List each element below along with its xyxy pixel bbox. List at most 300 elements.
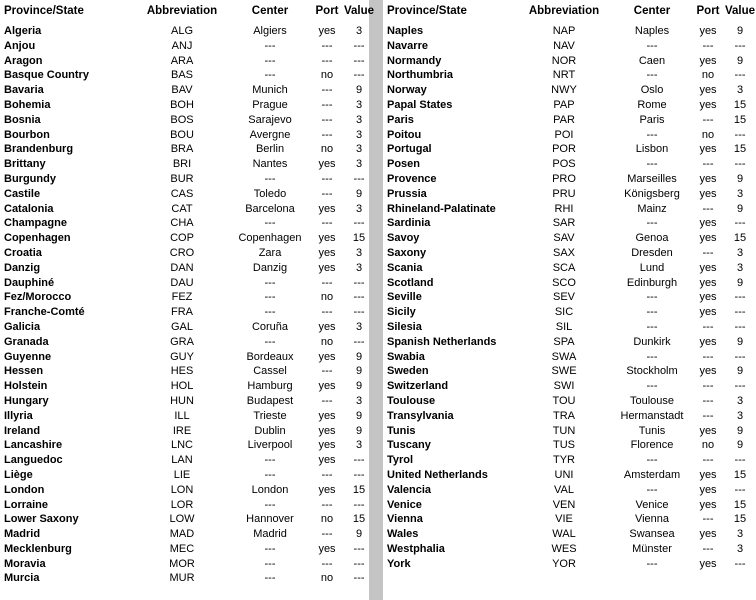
cell-value: --- [353,557,365,570]
table-row [387,468,755,483]
cell-abbreviation: DAU [170,276,194,289]
cell-province: Switzerland [387,380,449,393]
cell-value: 9 [355,350,363,363]
cell-center: Königsberg [624,187,680,200]
cell-port: --- [321,557,333,570]
table-row [387,157,755,172]
cell-port: yes [699,172,717,185]
cell-abbreviation: HES [170,365,194,378]
cell-province: Algeria [4,25,42,37]
cell-province: Tyrol [387,454,414,467]
cell-abbreviation: MOR [169,557,195,570]
cell-port: yes [699,217,717,230]
cell-province: Northumbria [387,69,453,82]
cell-province: Sicily [387,306,416,319]
table-row [387,98,755,113]
cell-province: Valencia [387,483,432,496]
table-row [4,453,374,468]
cell-value: 3 [355,261,363,274]
cell-center: Cassel [253,365,287,378]
cell-center: --- [646,557,658,570]
cell-center: --- [264,217,276,230]
cell-port: --- [702,202,714,215]
table-header-row [4,4,374,24]
cell-province: Seville [387,291,422,304]
table-row [4,364,374,379]
cell-abbreviation: SIC [554,306,574,319]
cell-center: Munich [252,84,288,97]
cell-value: --- [353,306,365,319]
cell-port: yes [318,409,336,422]
cell-value: 9 [736,365,744,378]
table-row [387,498,755,513]
table-row [387,379,755,394]
table-row [387,512,755,527]
cell-province: United Netherlands [387,468,488,481]
cell-port: no [320,291,334,304]
cell-port: yes [699,306,717,319]
cell-abbreviation: TOU [552,394,576,407]
table-row [4,527,374,542]
cell-port: no [320,513,334,526]
cell-province: Moravia [4,557,46,570]
cell-province: Scotland [387,276,434,289]
cell-center: Paris [639,113,665,126]
cell-abbreviation: NWY [551,84,577,97]
cell-province: Champagne [4,217,67,230]
cell-abbreviation: SWE [551,365,577,378]
header-center: Center [633,5,671,17]
cell-abbreviation: VAL [554,483,574,496]
table-row [4,157,374,172]
cell-center: --- [264,468,276,481]
cell-port: yes [318,246,336,259]
cell-value: --- [353,454,365,467]
cell-province: Basque Country [4,69,89,82]
cell-abbreviation: PRU [552,187,576,200]
cell-port: yes [318,542,336,555]
table-row [387,202,755,217]
cell-province: Murcia [4,572,40,585]
cell-value: 3 [736,542,744,555]
cell-abbreviation: GAL [170,320,193,333]
table-row [387,172,755,187]
cell-abbreviation: WES [551,542,577,555]
cell-abbreviation: LOR [170,498,194,511]
table-row [387,350,755,365]
cell-port: yes [318,202,336,215]
cell-port: yes [318,232,336,245]
cell-abbreviation: SAV [553,232,575,245]
cell-province: Aragon [4,54,43,67]
cell-value: 15 [352,232,366,245]
cell-province: Bohemia [4,98,51,111]
cell-center: --- [646,158,658,171]
cell-center: Prague [252,98,288,111]
cell-abbreviation: VEN [552,498,576,511]
cell-province: Burgundy [4,172,56,185]
cell-province: Naples [387,25,424,37]
cell-port: yes [318,25,336,37]
table-row [387,187,755,202]
cell-abbreviation: TUN [552,424,576,437]
cell-province: Danzig [4,261,41,274]
cell-center: --- [264,306,276,319]
table-row [387,364,755,379]
table-header-row [387,4,755,24]
cell-province: Catalonia [4,202,54,215]
cell-center: Stockholm [626,365,678,378]
cell-center: Madrid [253,528,287,541]
cell-abbreviation: SAX [552,246,575,259]
table-row [4,216,374,231]
cell-port: yes [699,498,717,511]
cell-value: 9 [736,276,744,289]
table-row [4,113,374,128]
cell-province: Wales [387,528,419,541]
cell-abbreviation: DAN [170,261,194,274]
cell-province: Prussia [387,187,427,200]
cell-province: Scania [387,261,423,274]
header-province: Province/State [4,5,84,17]
cell-port: yes [699,335,717,348]
cell-center: Dublin [254,424,286,437]
header-province: Province/State [387,5,467,17]
cell-center: Toledo [253,187,287,200]
table-row [4,54,374,69]
cell-value: --- [353,335,365,348]
cell-port: yes [318,380,336,393]
cell-port: yes [318,424,336,437]
cell-abbreviation: SCO [552,276,576,289]
cell-port: yes [318,158,336,171]
cell-center: --- [264,291,276,304]
cell-value: --- [734,483,746,496]
table-row [387,216,755,231]
cell-province: Venice [387,498,422,511]
cell-port: --- [702,454,714,467]
cell-province: Granada [4,335,49,348]
cell-center: Tunis [638,424,666,437]
cell-center: Swansea [629,528,675,541]
cell-value: --- [734,128,746,141]
cell-value: 3 [736,394,744,407]
cell-value: 9 [736,439,744,452]
cell-center: Naples [634,25,670,37]
cell-value: --- [734,350,746,363]
table-row [387,39,755,54]
cell-value: --- [353,54,365,67]
table-row [4,424,374,439]
cell-port: no [320,572,334,585]
cell-province: Madrid [4,528,41,541]
table-row [4,379,374,394]
cell-value: --- [353,572,365,585]
cell-province: Saxony [387,246,427,259]
cell-abbreviation: CAT [171,202,193,215]
cell-province: Bosnia [4,113,41,126]
cell-port: --- [321,113,333,126]
cell-value: --- [734,158,746,171]
cell-port: yes [699,261,717,274]
cell-port: --- [321,365,333,378]
cell-abbreviation: IRE [172,424,192,437]
table-row [4,83,374,98]
table-row [387,113,755,128]
cell-center: --- [646,320,658,333]
table-row [4,68,374,83]
cell-port: yes [699,424,717,437]
cell-abbreviation: MUR [169,572,195,585]
cell-center: Zara [258,246,282,259]
cell-abbreviation: BRI [172,158,192,171]
cell-center: --- [264,454,276,467]
cell-abbreviation: BOS [170,113,194,126]
cell-province: Vienna [387,513,423,526]
cell-port: --- [321,172,333,185]
cell-port: --- [702,320,714,333]
cell-value: 15 [733,232,747,245]
cell-province: Tuscany [387,439,431,452]
cell-value: 3 [355,98,363,111]
cell-port: yes [699,54,717,67]
cell-abbreviation: POI [554,128,574,141]
cell-center: Rome [637,98,667,111]
cell-province: Bourbon [4,128,50,141]
cell-value: 3 [355,246,363,259]
table-row [4,320,374,335]
cell-abbreviation: PRO [552,172,576,185]
cell-province: Spanish Netherlands [387,335,497,348]
cell-abbreviation: BAV [171,84,193,97]
cell-center: Mainz [637,202,667,215]
cell-center: Dunkirk [633,335,671,348]
cell-value: 3 [736,187,744,200]
cell-center: --- [264,54,276,67]
cell-center: --- [646,291,658,304]
cell-center: Copenhagen [238,232,302,245]
cell-center: Edinburgh [626,276,678,289]
cell-center: Sarajevo [248,113,292,126]
cell-center: --- [264,542,276,555]
cell-center: Lisbon [635,143,669,156]
table-row [4,142,374,157]
cell-port: no [701,128,715,141]
table-row [387,424,755,439]
cell-value: 9 [736,172,744,185]
cell-abbreviation: HOL [170,380,194,393]
cell-value: 3 [355,394,363,407]
cell-abbreviation: LNC [170,439,193,452]
cell-province: Transylvania [387,409,454,422]
cell-abbreviation: VIE [555,513,573,526]
cell-abbreviation: CAS [170,187,194,200]
cell-province: Papal States [387,98,453,111]
cell-value: --- [353,542,365,555]
cell-port: --- [702,350,714,363]
cell-abbreviation: SPA [553,335,575,348]
cell-port: yes [699,84,717,97]
cell-value: --- [734,557,746,570]
cell-province: Castile [4,187,41,200]
cell-abbreviation: ILL [174,409,190,422]
table-row [4,542,374,557]
cell-center: --- [646,380,658,393]
cell-value: --- [734,39,746,52]
table-row [4,394,374,409]
table-row [4,557,374,572]
cell-province: Illyria [4,409,33,422]
table-row [387,409,755,424]
cell-port: --- [702,380,714,393]
cell-value: 3 [355,128,363,141]
cell-abbreviation: SAR [552,217,576,230]
cell-value: 3 [355,202,363,215]
cell-value: --- [734,320,746,333]
cell-province: Copenhagen [4,232,71,245]
cell-province: Westphalia [387,542,445,555]
header-value: Value [344,5,375,17]
cell-center: Liverpool [247,439,293,452]
cell-province: Croatia [4,246,42,259]
cell-center: Hermanstadt [620,409,684,422]
cell-center: Coruña [251,320,289,333]
cell-port: no [320,69,334,82]
cell-province: Navarre [387,39,428,52]
cell-abbreviation: SCA [552,261,576,274]
cell-value: 3 [355,143,363,156]
table-row [387,24,755,39]
cell-abbreviation: BAS [170,69,193,82]
cell-abbreviation: NRT [552,69,576,82]
table-row [4,98,374,113]
cell-province: Lancashire [4,439,63,452]
cell-port: yes [699,365,717,378]
cell-province: Portugal [387,143,432,156]
table-row [4,409,374,424]
cell-province: Liège [4,468,33,481]
cell-port: --- [702,246,714,259]
cell-center: Venice [635,498,669,511]
table-row [4,128,374,143]
cell-abbreviation: RHI [554,202,574,215]
cell-province: Norway [387,84,427,97]
table-row [387,438,755,453]
cell-abbreviation: LAN [171,454,193,467]
table-row [387,394,755,409]
cell-province: Brittany [4,158,46,171]
cell-value: 3 [736,84,744,97]
cell-port: --- [321,54,333,67]
cell-abbreviation: CRO [169,246,195,259]
cell-abbreviation: ANJ [171,39,193,52]
cell-port: no [701,439,715,452]
cell-province: Ireland [4,424,41,437]
table-row [387,542,755,557]
header-value: Value [725,5,756,17]
cell-value: --- [353,498,365,511]
table-body-right [387,24,755,571]
cell-port: --- [321,84,333,97]
cell-province: Poitou [387,128,422,141]
cell-port: yes [318,483,336,496]
cell-center: Dresden [631,246,673,259]
cell-center: Algiers [253,25,287,37]
cell-port: yes [699,25,717,37]
table-row [387,276,755,291]
cell-province: Hessen [4,365,44,378]
cell-port: no [701,69,715,82]
table-row [4,468,374,483]
cell-abbreviation: TRA [553,409,575,422]
cell-abbreviation: ALG [170,25,193,37]
cell-port: yes [318,454,336,467]
cell-port: --- [702,158,714,171]
cell-province: Toulouse [387,394,436,407]
cell-center: Toulouse [629,394,675,407]
cell-port: no [320,335,334,348]
table-row [387,68,755,83]
cell-value: 9 [736,202,744,215]
cell-value: 3 [736,409,744,422]
cell-center: Caen [638,54,666,67]
cell-port: --- [702,39,714,52]
cell-center: Vienna [634,513,670,526]
cell-province: Holstein [4,380,48,393]
cell-port: --- [321,39,333,52]
table-row [387,142,755,157]
cell-abbreviation: LIE [173,468,191,481]
table-row [4,290,374,305]
cell-port: yes [699,232,717,245]
table-row [387,557,755,572]
table-row [4,246,374,261]
cell-abbreviation: BRA [170,143,194,156]
cell-value: 3 [355,25,363,37]
cell-province: Tunis [387,424,416,437]
cell-value: 3 [355,439,363,452]
header-center: Center [251,5,289,17]
header-port: Port [696,5,720,17]
cell-port: --- [702,409,714,422]
table-row [4,39,374,54]
table-row [387,231,755,246]
cell-abbreviation: TUS [553,439,575,452]
cell-province: York [387,557,411,570]
cell-port: --- [321,394,333,407]
cell-value: --- [353,468,365,481]
cell-province: Paris [387,113,414,126]
cell-province: Sweden [387,365,429,378]
cell-port: no [320,143,334,156]
cell-center: --- [646,350,658,363]
cell-port: --- [321,276,333,289]
cell-value: --- [734,306,746,319]
cell-abbreviation: CHA [170,217,194,230]
cell-value: 9 [355,409,363,422]
table-row [4,512,374,527]
cell-center: Lund [639,261,665,274]
cell-value: --- [734,217,746,230]
table-row [4,231,374,246]
table-row [4,335,374,350]
cell-value: 9 [355,424,363,437]
cell-center: --- [646,217,658,230]
cell-abbreviation: FEZ [171,291,193,304]
cell-abbreviation: PAP [553,98,575,111]
cell-value: 3 [355,320,363,333]
cell-abbreviation: SWI [553,380,575,393]
